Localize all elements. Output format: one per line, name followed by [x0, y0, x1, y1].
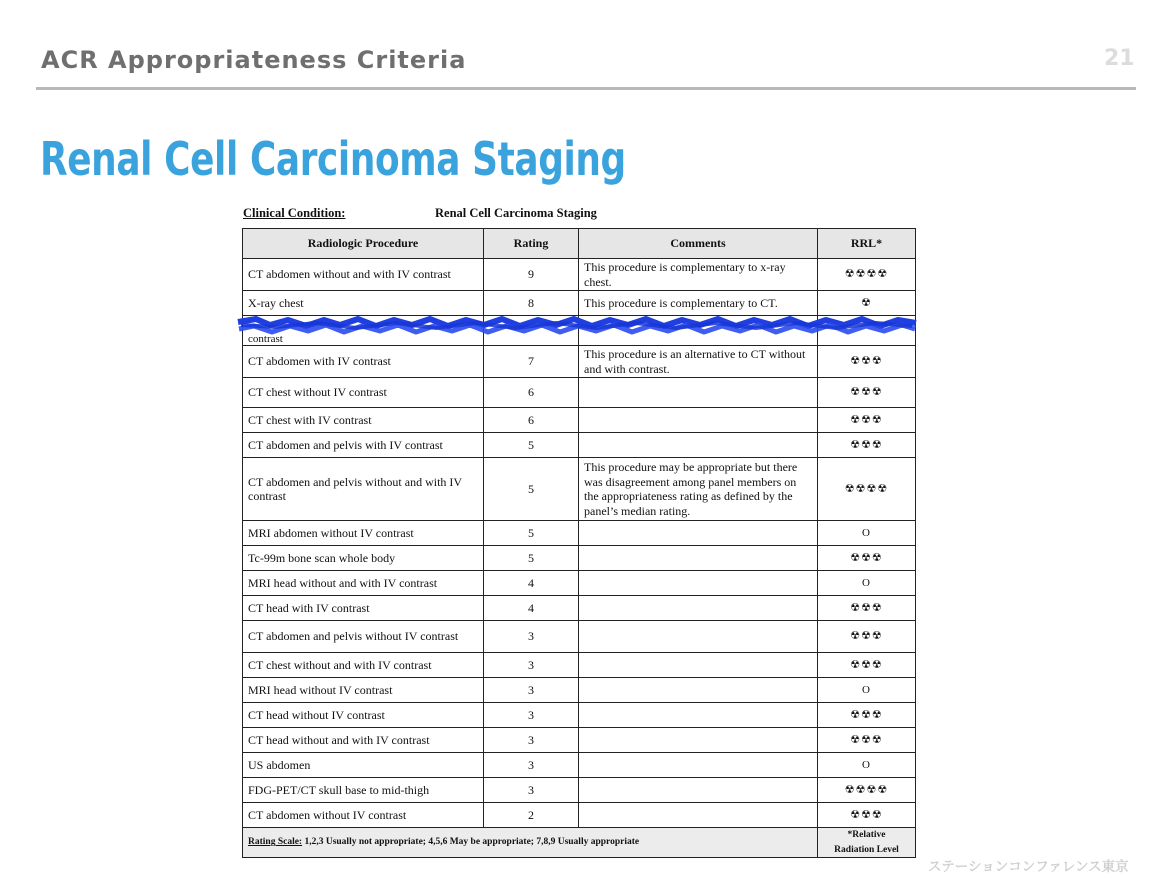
radiation-level-cell: ☢☢☢☢ [818, 259, 916, 291]
column-header-comments: Comments [579, 229, 818, 259]
radiation-level-cell: O [818, 678, 916, 703]
radiation-level-cell: ☢☢☢☢ [818, 458, 916, 521]
procedure-cell-text: contrast [248, 333, 283, 345]
clinical-condition-value: Renal Cell Carcinoma Staging [435, 206, 597, 220]
table-row [243, 259, 916, 291]
radiation-level-cell: ☢☢☢ [818, 728, 916, 753]
comments-cell [579, 378, 818, 408]
table-row [243, 408, 916, 433]
radiation-level-cell: ☢☢☢ [818, 596, 916, 621]
rating-cell: 5 [484, 458, 579, 521]
column-header-procedure: Radiologic Procedure [243, 229, 484, 259]
column-header-rating: Rating [484, 229, 579, 259]
radiation-level-cell: O [818, 571, 916, 596]
radiation-level-cell: ☢☢☢ [818, 408, 916, 433]
comments-cell [579, 621, 818, 653]
procedure-cell: CT abdomen and pelvis with IV contrast [243, 433, 484, 458]
rating-cell: 3 [484, 703, 579, 728]
rating-cell: 3 [484, 728, 579, 753]
radiation-level-cell: ☢☢☢ [818, 703, 916, 728]
comments-cell [579, 571, 818, 596]
comments-cell: This procedure is complementary to CT. [579, 291, 818, 316]
table-row [243, 458, 916, 521]
clinical-condition [243, 206, 915, 222]
radiation-level-cell: ☢☢☢ [818, 433, 916, 458]
procedure-cell: CT abdomen without IV contrast [243, 803, 484, 828]
rating-cell: 3 [484, 621, 579, 653]
table-row [243, 546, 916, 571]
procedure-cell: CT chest with IV contrast [243, 408, 484, 433]
rating-cell: 4 [484, 571, 579, 596]
procedure-cell: CT head with IV contrast [243, 596, 484, 621]
table-row [243, 433, 916, 458]
table-row [243, 521, 916, 546]
comments-cell [579, 703, 818, 728]
radiation-level-cell [818, 316, 916, 346]
procedure-cell: CT abdomen and pelvis without IV contrast [243, 621, 484, 653]
rating-cell: 4 [484, 596, 579, 621]
rating-cell: 3 [484, 778, 579, 803]
procedure-cell: CT chest without and with IV contrast [243, 653, 484, 678]
comments-cell [579, 408, 818, 433]
radiation-level-cell: ☢☢☢ [818, 621, 916, 653]
procedure-cell: CT head without IV contrast [243, 703, 484, 728]
slide-title: Renal Cell Carcinoma Staging [40, 132, 626, 186]
header-divider [36, 87, 1136, 90]
comments-cell: This procedure is an alternative to CT without and with contrast. [579, 346, 818, 378]
comments-cell [579, 678, 818, 703]
rating-cell: 7 [484, 346, 579, 378]
comments-cell [579, 753, 818, 778]
clinical-condition-label: Clinical Condition: [243, 206, 346, 220]
procedure-cell: MRI head without IV contrast [243, 678, 484, 703]
table-row [243, 728, 916, 753]
header-title: ACR Appropriateness Criteria [41, 46, 467, 74]
table-row [243, 803, 916, 828]
table-row-redacted [243, 316, 916, 346]
table-row [243, 778, 916, 803]
comments-cell [579, 546, 818, 571]
procedure-cell: CT abdomen and pelvis without and with IV contrast [243, 458, 484, 521]
radiation-level-cell: O [818, 521, 916, 546]
table-row [243, 621, 916, 653]
table-row [243, 753, 916, 778]
procedure-cell: CT abdomen with IV contrast [243, 346, 484, 378]
table-row [243, 596, 916, 621]
rating-cell: 3 [484, 653, 579, 678]
rating-cell: 8 [484, 291, 579, 316]
table-footer-row [243, 828, 916, 858]
comments-cell: This procedure may be appropriate but there was disagreement among panel members on the appropriateness rating as defined by the panel’s median rating. [579, 458, 818, 521]
procedure-cell: Tc-99m bone scan whole body [243, 546, 484, 571]
radiation-level-cell: ☢ [818, 291, 916, 316]
comments-cell: This procedure is complementary to x-ray chest. [579, 259, 818, 291]
rating-scale-text: 1,2,3 Usually not appropriate; 4,5,6 May be appropriate; 7,8,9 Usually appropriate [302, 837, 640, 848]
column-header-rrl: RRL* [818, 229, 916, 259]
table-row [243, 571, 916, 596]
comments-cell [579, 653, 818, 678]
comments-cell [579, 316, 818, 346]
rating-cell: 5 [484, 521, 579, 546]
rating-cell: 3 [484, 678, 579, 703]
procedure-cell: MRI head without and with IV contrast [243, 571, 484, 596]
radiation-level-cell: O [818, 753, 916, 778]
watermark-text: ステーションコンファレンス東京 [928, 859, 1129, 875]
radiation-level-cell: ☢☢☢ [818, 378, 916, 408]
rating-cell: 5 [484, 546, 579, 571]
radiation-level-cell: ☢☢☢ [818, 346, 916, 378]
radiation-level-cell: ☢☢☢ [818, 653, 916, 678]
rating-scale-cell [243, 828, 818, 858]
table-row [243, 653, 916, 678]
table-row [243, 678, 916, 703]
rating-cell [484, 316, 579, 346]
procedure-cell [243, 316, 484, 346]
rating-cell: 9 [484, 259, 579, 291]
radiation-level-cell: ☢☢☢ [818, 546, 916, 571]
comments-cell [579, 803, 818, 828]
page-number: 21 [1104, 46, 1135, 71]
radiation-level-cell: ☢☢☢☢ [818, 778, 916, 803]
procedure-cell: CT head without and with IV contrast [243, 728, 484, 753]
procedure-cell: US abdomen [243, 753, 484, 778]
table-header-row [243, 229, 916, 259]
radiation-level-cell: ☢☢☢ [818, 803, 916, 828]
appropriateness-table [242, 228, 916, 858]
comments-cell [579, 728, 818, 753]
table-row [243, 346, 916, 378]
rating-cell: 5 [484, 433, 579, 458]
procedure-cell: X-ray chest [243, 291, 484, 316]
comments-cell [579, 596, 818, 621]
table-row [243, 378, 916, 408]
comments-cell [579, 521, 818, 546]
rrl-legend-line2: Radiation Level [834, 844, 899, 855]
rating-cell: 3 [484, 753, 579, 778]
table-row [243, 703, 916, 728]
rrl-legend-cell [818, 828, 916, 858]
rating-cell: 2 [484, 803, 579, 828]
comments-cell [579, 778, 818, 803]
rrl-legend-line1: *Relative [847, 830, 886, 840]
comments-cell [579, 433, 818, 458]
procedure-cell: CT chest without IV contrast [243, 378, 484, 408]
procedure-cell: FDG-PET/CT skull base to mid-thigh [243, 778, 484, 803]
table-row [243, 291, 916, 316]
rating-scale-label: Rating Scale: [248, 837, 303, 848]
rating-cell: 6 [484, 378, 579, 408]
rating-cell: 6 [484, 408, 579, 433]
procedure-cell: CT abdomen without and with IV contrast [243, 259, 484, 291]
procedure-cell: MRI abdomen without IV contrast [243, 521, 484, 546]
